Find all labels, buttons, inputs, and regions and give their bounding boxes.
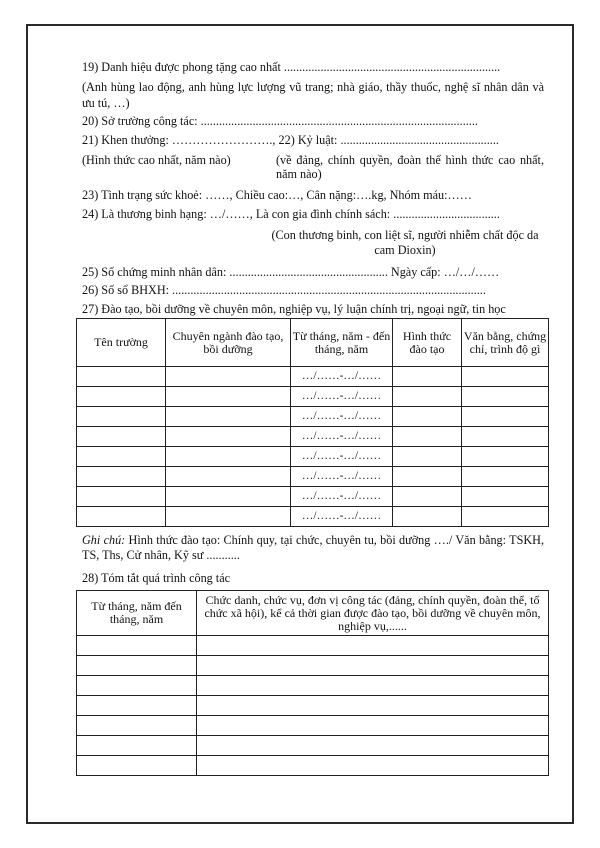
col-position: Chức danh, chức vụ, đơn vị công tác (đảng, chính quyền, đoàn thể, tổ chức xã hội), kể cả thời gian được đào tạo, bồi dưỡng về chuyên môn, nghiệp vụ,...... bbox=[197, 591, 549, 636]
date-range-placeholder: …/……-…/…… bbox=[291, 427, 393, 447]
item-21-note: (Hình thức cao nhất, năm nào) bbox=[82, 153, 231, 167]
table-row bbox=[77, 447, 549, 467]
item-26: 26) Số sổ BHXH: ....................................................................................................... bbox=[82, 283, 486, 297]
col-period: Từ tháng, năm - đến tháng, năm bbox=[291, 319, 393, 367]
note-label: Ghi chú: bbox=[82, 533, 126, 547]
date-range-placeholder: …/……-…/…… bbox=[291, 467, 393, 487]
work-history-table bbox=[76, 590, 549, 776]
item-21-22: 21) Khen thưởng: ……………………., 22) Kỷ luật: .................................................... bbox=[82, 133, 499, 147]
item-24: 24) Là thương binh hạng: …/……, Là con gia đình chính sách: ................................... bbox=[82, 207, 500, 221]
item-19: 19) Danh hiệu được phong tặng cao nhất ....................................................................... bbox=[82, 60, 501, 74]
work-table-header bbox=[77, 591, 549, 636]
table-row bbox=[77, 367, 549, 387]
item-22-note: (về đảng, chính quyền, đoàn thể hình thức cao nhất, năm nào) bbox=[276, 153, 544, 181]
table-row bbox=[77, 427, 549, 447]
table-row bbox=[77, 636, 549, 656]
training-table bbox=[76, 318, 549, 527]
table-row bbox=[77, 696, 549, 716]
col-degree: Văn bằng, chứng chỉ, trình độ gì bbox=[462, 319, 549, 367]
item-19-note: (Anh hùng lao động, anh hùng lực lượng vũ trang; nhà giáo, thầy thuốc, nghệ sĩ nhân dân và ưu tú, …) bbox=[82, 80, 544, 110]
date-range-placeholder: …/……-…/…… bbox=[291, 447, 393, 467]
table-row bbox=[77, 656, 549, 676]
table-row bbox=[77, 736, 549, 756]
col-form: Hình thức đào tạo bbox=[393, 319, 462, 367]
note-text: Hình thức đào tạo: Chính quy, tại chức, chuyên tu, bồi dưỡng …./ Văn bằng: TSKH, TS, Ths, Cử nhân, Kỹ sư ........... bbox=[82, 533, 544, 562]
item-20: 20) Sở trường công tác: ........................................................................................... bbox=[82, 114, 478, 128]
table-row bbox=[77, 487, 549, 507]
item-25: 25) Số chứng minh nhân dân: .................................................... Ngày cấp: …/…/…… bbox=[82, 265, 500, 279]
table-row bbox=[77, 387, 549, 407]
table-row bbox=[77, 507, 549, 527]
date-range-placeholder: …/……-…/…… bbox=[291, 387, 393, 407]
item-27: 27) Đào tạo, bồi dưỡng về chuyên môn, nghiệp vụ, lý luận chính trị, ngoại ngữ, tin học bbox=[82, 302, 506, 316]
date-range-placeholder: …/……-…/…… bbox=[291, 487, 393, 507]
date-range-placeholder: …/……-…/…… bbox=[291, 407, 393, 427]
item-24-note: (Con thương binh, con liệt sĩ, người nhiễm chất độc da cam Dioxin) bbox=[271, 228, 539, 257]
table-row bbox=[77, 407, 549, 427]
table-row bbox=[77, 676, 549, 696]
item-23: 23) Tình trạng sức khoẻ: ……, Chiều cao:…, Cân nặng:….kg, Nhóm máu:…… bbox=[82, 188, 472, 202]
col-period: Từ tháng, năm đến tháng, năm bbox=[77, 591, 197, 636]
table-row bbox=[77, 716, 549, 736]
date-range-placeholder: …/……-…/…… bbox=[291, 507, 393, 527]
col-school: Tên trường bbox=[77, 319, 166, 367]
item-28: 28) Tóm tắt quá trình công tác bbox=[82, 571, 231, 585]
training-note bbox=[82, 533, 544, 563]
table-row bbox=[77, 756, 549, 776]
date-range-placeholder: …/……-…/…… bbox=[291, 367, 393, 387]
table-row bbox=[77, 467, 549, 487]
training-table-header bbox=[77, 319, 549, 367]
col-major: Chuyên ngành đào tạo, bồi dưỡng bbox=[166, 319, 291, 367]
